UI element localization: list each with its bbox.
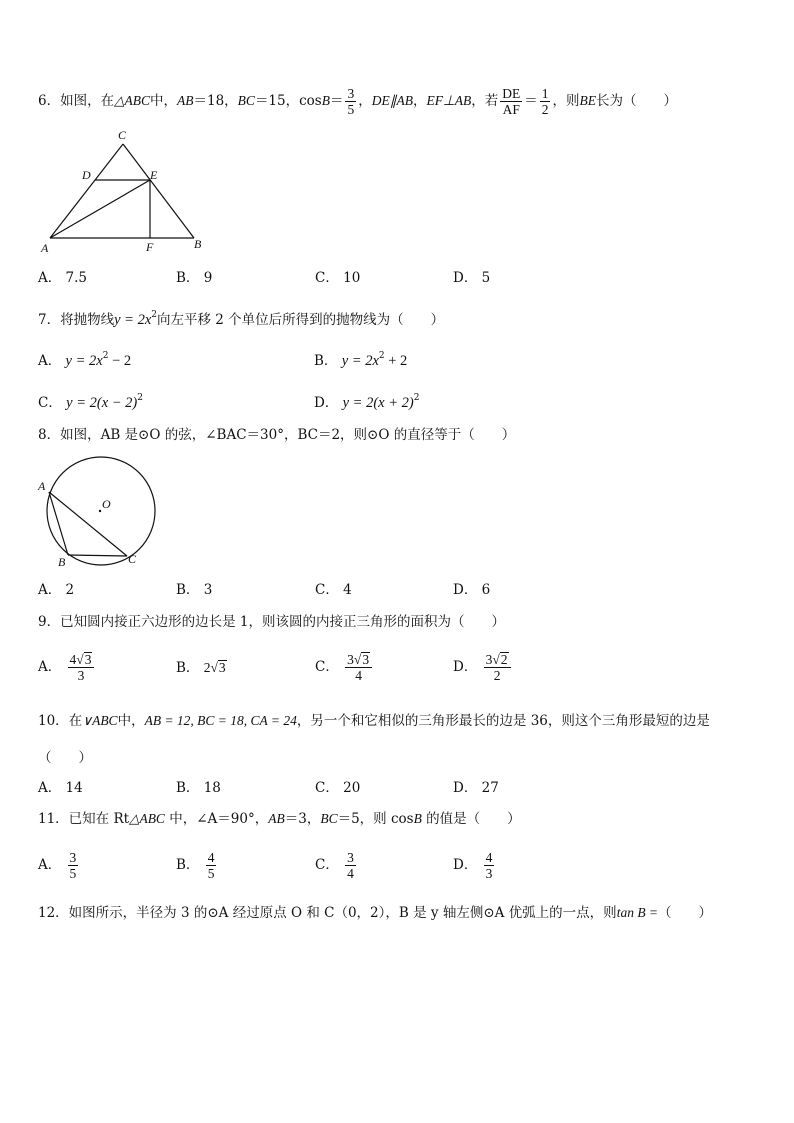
chord-bc <box>68 555 127 556</box>
q7-option-a[interactable]: A． $y = 2x^2 - 2$ <box>38 351 132 369</box>
q7-option-b[interactable]: B． $y = 2x^2 + 2$ <box>314 351 408 369</box>
q9-option-a[interactable]: A． $\frac{4√3}{3}$ <box>38 652 96 683</box>
de-af-fraction: $\frac{DE}{AF}$ <box>502 86 521 117</box>
q9-option-c[interactable]: C． $\frac{3√3}{4}$ <box>315 652 374 683</box>
question-7: 7．将抛物线$y = 2x^2$向左平移 2 个单位后所得到的抛物线为（ ） <box>38 310 445 328</box>
label-b: B <box>58 555 66 569</box>
q10-option-a[interactable]: A． 14 <box>38 780 83 796</box>
q8-option-a[interactable]: A． 2 <box>38 582 75 598</box>
question-11: 11．已知在 Rt△ABC 中，∠A＝90°，AB＝3，BC＝5，则 cosB 的值是（ ） <box>38 811 521 827</box>
label-c: C <box>128 552 137 566</box>
q9-option-d[interactable]: D． $\frac{3√2}{2}$ <box>453 652 513 683</box>
question-number: 6． <box>38 93 61 109</box>
label-a: A <box>38 479 46 493</box>
line-ac <box>50 144 123 238</box>
q6-option-b[interactable]: B． 9 <box>176 270 213 286</box>
label-c: C <box>118 128 127 142</box>
q9-option-b[interactable]: B． 2√3 <box>176 660 226 676</box>
cos-b-fraction: $\frac{3}{5}$ <box>347 86 355 117</box>
q7-option-c[interactable]: C． $y = 2(x - 2)^2$ <box>38 393 143 411</box>
q7-option-d[interactable]: D． $y = 2(x + 2)^2$ <box>314 393 420 411</box>
q10-option-d[interactable]: D． 27 <box>453 780 499 796</box>
question-6: 6．如图，在△ABC中，AB＝18，BC＝15，cosB＝ $\frac{3}{5}$ ，DE∥AB，EF⊥AB，若 $\frac{DE}{AF}$ ＝ $\frac{1}{2}$ ，则BE长为（ ） <box>38 86 677 117</box>
label-d: D <box>82 168 91 182</box>
q8-option-d[interactable]: D． 6 <box>453 582 491 598</box>
chord-ab <box>49 492 68 555</box>
question-9: 9．已知圆内接正六边形的边长是 1，则该圆的内接正三角形的面积为（ ） <box>38 614 505 630</box>
q8-option-c[interactable]: C． 4 <box>315 582 352 598</box>
q11-option-a[interactable]: A． $\frac{3}{5}$ <box>38 850 77 881</box>
q8-option-b[interactable]: B． 3 <box>176 582 213 598</box>
question-10: 10．在∨ABC中，AB = 12, BC = 18, CA = 24，另一个和它相似的三角形最长的边是 36，则这个三角形最短的边是 <box>38 713 710 729</box>
line-ae <box>50 180 150 238</box>
triangle-figure <box>36 124 216 256</box>
q6-option-d[interactable]: D． 5 <box>453 270 491 286</box>
q10-option-b[interactable]: B． 18 <box>176 780 221 796</box>
question-10-bracket: （ ） <box>38 750 92 766</box>
label-a: A <box>41 241 49 255</box>
question-8: 8．如图，AB 是⊙O 的弦，∠BAC＝30°，BC＝2，则⊙O 的直径等于（ ） <box>38 427 516 443</box>
q11-option-c[interactable]: C． $\frac{3}{4}$ <box>315 850 354 881</box>
label-o: O <box>102 497 111 511</box>
q6-option-a[interactable]: A． 7.5 <box>38 270 88 286</box>
question-12: 12．如图所示，半径为 3 的⊙A 经过原点 O 和 C（0，2），B 是 y 轴左侧⊙A 优弧上的一点，则tan B =（ ） <box>38 905 713 921</box>
label-e: E <box>150 168 158 182</box>
label-f: F <box>146 240 154 254</box>
line-cb <box>123 144 194 238</box>
q11-option-d[interactable]: D． $\frac{4}{3}$ <box>453 850 493 881</box>
circle-figure <box>34 455 164 570</box>
center-point <box>99 510 101 512</box>
q11-option-b[interactable]: B． $\frac{4}{5}$ <box>176 850 215 881</box>
half-fraction: $\frac{1}{2}$ <box>541 86 549 117</box>
q6-option-c[interactable]: C． 10 <box>315 270 361 286</box>
q10-option-c[interactable]: C． 20 <box>315 780 361 796</box>
label-b: B <box>194 237 202 251</box>
